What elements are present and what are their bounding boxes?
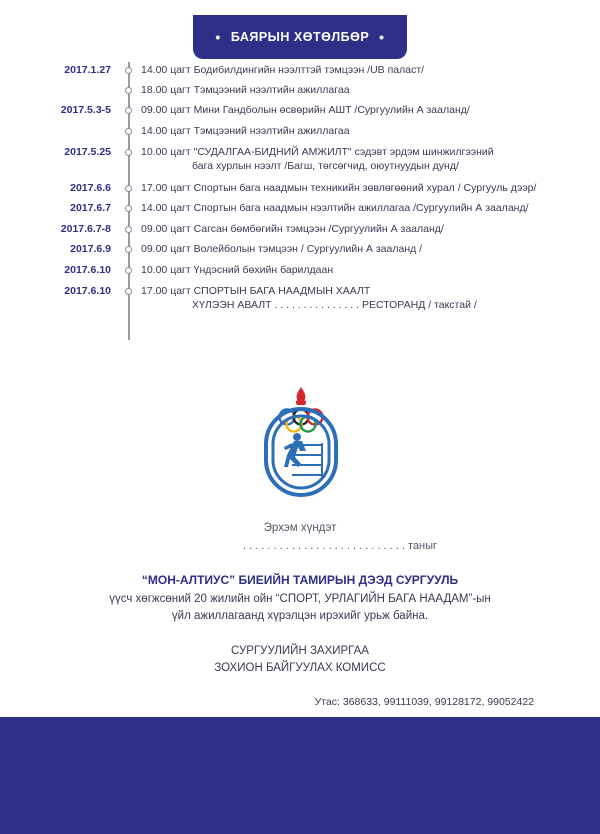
- timeline-marker: [125, 185, 132, 192]
- schedule-text: бага хурлын нээлт /Багш, төгсөгчид, оюутнуудын дунд/: [192, 160, 459, 172]
- greeting: Эрхэм хүндэт: [263, 522, 337, 534]
- schedule-text: 09.00 цагт Сагсан бөмбөгийн тэмцээн /Сургуулийн А зааланд/: [141, 223, 444, 235]
- header-tab: [193, 15, 407, 59]
- schedule-text: 14.00 цагт Бодибилдингийн нээлттэй тэмцээн /UB паласт/: [141, 64, 425, 76]
- schedule-text: 10.00 цагт Үндэсний бөхийн барилдаан: [141, 264, 334, 276]
- schedule-text: 14.00 цагт Спортын бага наадмын нээлтийн ажиллагаа /Сургуулийн А зааланд/: [141, 202, 529, 214]
- schedule-text: 14.00 цагт Тэмцээний нээлтийн ажиллагаа: [141, 125, 350, 137]
- signature-line-1: СУРГУУЛИЙН ЗАХИРГАА: [231, 645, 369, 657]
- timeline-marker: [125, 149, 132, 156]
- schedule-text: 10.00 цагт "СУДАЛГАА-БИДНИЙ АМЖИЛТ" сэдэвт эрдэм шинжилгээний: [141, 146, 494, 158]
- timeline-marker: [125, 67, 132, 74]
- schedule-date: 2017.6.10: [64, 264, 111, 276]
- schedule-date: 2017.6.6: [70, 182, 111, 194]
- timeline-axis: [128, 62, 130, 340]
- schedule-text: 17.00 цагт СПОРТЫН БАГА НААДМЫН ХААЛТ: [141, 285, 371, 297]
- timeline-marker: [125, 288, 132, 295]
- schedule-date: 2017.6.9: [70, 243, 111, 255]
- timeline-marker: [125, 128, 132, 135]
- schedule-text: 09.00 цагт Волейболын тэмцээн / Сургуулийн А зааланд /: [141, 243, 423, 255]
- signature-line-2: ЗОХИОН БАЙГУУЛАХ КОМИСС: [214, 662, 386, 674]
- timeline-marker: [125, 107, 132, 114]
- page-title: БАЯРЫН ХӨТӨЛБӨР: [230, 30, 370, 44]
- schedule-text: 17.00 цагт Спортын бага наадмын техникийн зөвлөгөөний хурал / Сургууль дээр/: [141, 182, 537, 194]
- timeline-marker: [125, 205, 132, 212]
- footer-bar: [0, 717, 600, 834]
- school-name: “МОН-АЛТИУС” БИЕИЙН ТАМИРЫН ДЭЭД СУРГУУЛЬ: [141, 573, 459, 587]
- recipient-line: . . . . . . . . . . . . . . . . . . . . . . . . . . . таныг: [242, 540, 438, 552]
- timeline-marker: [125, 87, 132, 94]
- schedule-date: 2017.6.7: [70, 202, 111, 214]
- schedule-date: 2017.1.27: [64, 64, 111, 76]
- school-emblem-icon: [262, 385, 340, 497]
- schedule-text: 18.00 цагт Тэмцээний нээлтийн ажиллагаа: [141, 84, 350, 96]
- phone-numbers: Утас: 368633, 99111039, 99128172, 99052422: [314, 696, 534, 708]
- timeline-marker: [125, 226, 132, 233]
- schedule-date: 2017.5.3-5: [60, 104, 111, 116]
- schedule-date: 2017.6.10: [64, 285, 111, 297]
- schedule-date: 2017.6.7-8: [60, 223, 111, 235]
- schedule-text: ХҮЛЭЭН АВАЛТ . . . . . . . . . . . . . . . РЕСТОРАНД / такстай /: [192, 299, 477, 311]
- header-dot-right: •: [379, 29, 385, 45]
- invitation-line-2: үйл ажиллагаанд хүрэлцэн ирэхийг урьж байна.: [171, 610, 429, 622]
- invitation-line-1: үүсч хөгжсөний 20 жилийн ойн “СПОРТ, УРЛАГИЙН БАГА НААДАМ”-ын: [109, 593, 491, 605]
- timeline-marker: [125, 267, 132, 274]
- timeline-marker: [125, 246, 132, 253]
- schedule-date: 2017.5.25: [64, 146, 111, 158]
- header-dot-left: •: [215, 29, 221, 45]
- schedule-text: 09.00 цагт Мини Гандболын өсвөрийн АШТ /Сургуулийн А зааланд/: [141, 104, 470, 116]
